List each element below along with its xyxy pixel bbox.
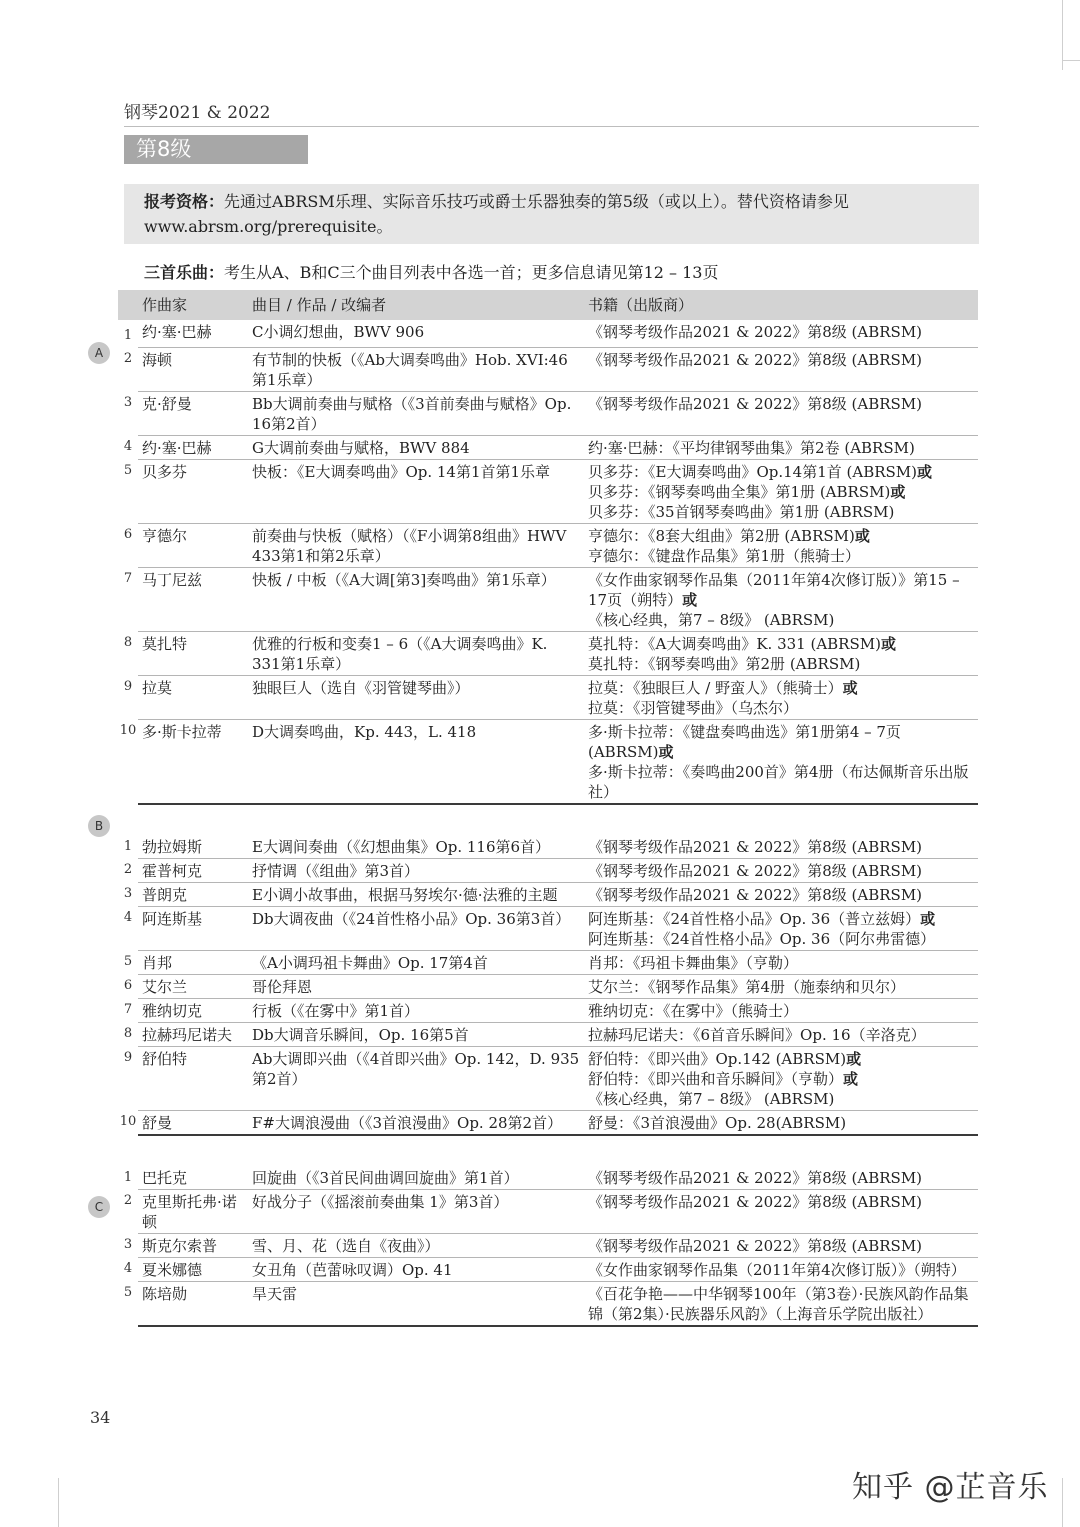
piece-cell: 好战分子（《摇滚前奏曲集 1》第3首） xyxy=(248,1189,584,1233)
table-row xyxy=(118,1110,978,1135)
composer-cell: 夏米娜德 xyxy=(138,1257,248,1281)
table-row xyxy=(118,998,978,1022)
or-connector: 或 xyxy=(682,590,698,609)
book-cell xyxy=(584,950,978,974)
row-number: 2 xyxy=(123,862,133,877)
book-entry xyxy=(588,322,974,342)
piece-cell: Db大调夜曲（《24首性格小品》Op. 36第3首） xyxy=(248,906,584,950)
book-title: 《钢琴考级作品2021 & 2022》第8级 (ABRSM) xyxy=(588,323,923,341)
piece-cell: 有节制的快板（《Ab大调奏鸣曲》Hob. XVI:46第1乐章） xyxy=(248,347,584,391)
book-cell xyxy=(584,882,978,906)
piece-cell: 优雅的行板和变奏1 – 6（《A大调奏鸣曲》K. 331第1乐章） xyxy=(248,631,584,675)
piece-cell: 女丑角（芭蕾咏叹调）Op. 41 xyxy=(248,1257,584,1281)
book-entry xyxy=(588,762,974,802)
book-title: 艾尔兰：《钢琴作品集》第4册（施泰纳和贝尔） xyxy=(588,977,906,996)
book-entry xyxy=(588,1168,974,1188)
list-gap xyxy=(118,804,978,831)
row-number: 6 xyxy=(123,527,133,542)
book-entry xyxy=(588,1260,974,1280)
book-entry xyxy=(588,909,974,929)
header-rule xyxy=(124,126,979,127)
table-row xyxy=(118,1281,978,1326)
page-edge-bottom-right xyxy=(1062,1478,1063,1527)
book-entry xyxy=(588,1025,974,1045)
book-title: 《钢琴考级作品2021 & 2022》第8级 (ABRSM) xyxy=(588,861,923,880)
three-pieces-intro xyxy=(144,262,718,284)
book-cell xyxy=(584,1110,978,1135)
table-row xyxy=(118,567,978,631)
book-cell xyxy=(584,675,978,719)
piece-cell: G大调前奏曲与赋格，BWV 884 xyxy=(248,435,584,459)
book-title: 《百花争艳——中华钢琴100年（第3卷）·民族风韵作品集锦（第2集）·民族器乐风韵》（上海音乐学院出版社） xyxy=(588,1284,969,1323)
piece-cell: 旱天雷 xyxy=(248,1281,584,1326)
book-entry xyxy=(588,929,974,949)
book-entry xyxy=(588,1284,974,1324)
list-c-badge: C xyxy=(88,1196,110,1218)
book-title: 雅纳切克：《在雾中》（熊骑士） xyxy=(588,1001,799,1020)
row-number: 5 xyxy=(123,1285,133,1300)
book-cell xyxy=(584,1162,978,1190)
table-row xyxy=(118,719,978,804)
book-title: 拉莫：《羽管键琴曲》（乌杰尔） xyxy=(588,698,799,717)
book-entry xyxy=(588,678,974,698)
piece-cell: 行板（《在雾中》第1首） xyxy=(248,998,584,1022)
page-edge-mark xyxy=(1062,60,1080,61)
row-number: 10 xyxy=(119,1114,137,1129)
page-number: 34 xyxy=(90,1408,111,1427)
prerequisite-label: 报考资格： xyxy=(144,192,225,211)
book-title: 贝多芬：《35首钢琴奏鸣曲》第1册 (ABRSM) xyxy=(588,502,895,521)
page-edge-bottom xyxy=(58,1478,59,1527)
row-number: 1 xyxy=(123,1169,133,1185)
header-piece: 曲目 / 作品 / 改编者 xyxy=(248,290,584,320)
or-connector: 或 xyxy=(890,482,906,501)
piece-cell: 雪、月、花（选自《夜曲》） xyxy=(248,1233,584,1257)
book-cell xyxy=(584,719,978,804)
running-header: 钢琴2021 & 2022 xyxy=(124,103,271,123)
piece-cell: 独眼巨人（选自《羽管键琴曲》） xyxy=(248,675,584,719)
book-cell xyxy=(584,831,978,859)
table-row xyxy=(118,459,978,523)
book-title: 肖邦：《玛祖卡舞曲集》（亨勒） xyxy=(588,953,799,972)
book-title: 舒伯特：《即兴曲》Op.142 (ABRSM) xyxy=(588,1049,847,1068)
book-cell xyxy=(584,435,978,459)
book-cell xyxy=(584,1022,978,1046)
row-number: 7 xyxy=(123,1002,133,1017)
or-connector: 或 xyxy=(658,742,674,761)
table-row xyxy=(118,391,978,435)
book-title: 《女作曲家钢琴作品集（2011年第4次修订版）》（朔特） xyxy=(588,1260,966,1279)
table-row xyxy=(118,1257,978,1281)
book-entry xyxy=(588,837,974,857)
composer-cell: 约·塞·巴赫 xyxy=(138,320,248,347)
row-number: 1 xyxy=(123,838,133,854)
row-number: 5 xyxy=(123,954,133,969)
table-row xyxy=(118,882,978,906)
composer-cell: 雅纳切克 xyxy=(138,998,248,1022)
composer-cell: 霍普柯克 xyxy=(138,858,248,882)
row-number: 10 xyxy=(119,723,137,738)
book-title: 《钢琴考级作品2021 & 2022》第8级 (ABRSM) xyxy=(588,394,923,413)
book-title: 亨德尔：《键盘作品集》第1册（熊骑士） xyxy=(588,546,861,565)
row-number: 4 xyxy=(123,439,133,454)
row-number: 7 xyxy=(123,571,133,586)
book-entry xyxy=(588,350,974,370)
book-title: 贝多芬：《E大调奏鸣曲》Op.14第1首 (ABRSM) xyxy=(588,462,918,481)
composer-cell: 克里斯托弗·诺顿 xyxy=(138,1189,248,1233)
book-title: 舒曼：《3首浪漫曲》Op. 28(ABRSM) xyxy=(588,1113,847,1132)
book-cell xyxy=(584,974,978,998)
row-number: 6 xyxy=(123,978,133,993)
book-title: 《钢琴考级作品2021 & 2022》第8级 (ABRSM) xyxy=(588,837,923,856)
composer-cell: 舒曼 xyxy=(138,1110,248,1135)
table-row xyxy=(118,1162,978,1190)
book-entry xyxy=(588,1236,974,1256)
book-entry xyxy=(588,861,974,881)
book-entry xyxy=(588,570,974,610)
book-cell xyxy=(584,1281,978,1326)
piece-cell: D大调奏鸣曲，Kp. 443，L. 418 xyxy=(248,719,584,804)
piece-cell: 抒情调（《组曲》第3首） xyxy=(248,858,584,882)
book-cell xyxy=(584,347,978,391)
book-title: 阿连斯基：《24首性格小品》Op. 36（普立兹姆） xyxy=(588,909,921,928)
table-row xyxy=(118,950,978,974)
book-title: 《钢琴考级作品2021 & 2022》第8级 (ABRSM) xyxy=(588,350,923,369)
composer-cell: 阿连斯基 xyxy=(138,906,248,950)
table-row xyxy=(118,858,978,882)
composer-cell: 海顿 xyxy=(138,347,248,391)
or-connector: 或 xyxy=(846,1049,862,1068)
book-entry xyxy=(588,722,974,762)
table-header-row xyxy=(118,290,978,320)
book-entry xyxy=(588,885,974,905)
or-connector: 或 xyxy=(917,462,933,481)
book-entry xyxy=(588,502,974,522)
row-number: 2 xyxy=(123,351,133,366)
book-entry xyxy=(588,1089,974,1109)
piece-cell: E小调小故事曲，根据马努埃尔·德·法雅的主题 xyxy=(248,882,584,906)
prerequisite-link: www.abrsm.org/prerequisite。 xyxy=(144,217,393,236)
composer-cell: 勃拉姆斯 xyxy=(138,831,248,859)
book-entry xyxy=(588,698,974,718)
piece-cell: Ab大调即兴曲（《4首即兴曲》Op. 142，D. 935第2首） xyxy=(248,1046,584,1110)
book-title: 约·塞·巴赫：《平均律钢琴曲集》第2卷 (ABRSM) xyxy=(588,438,915,457)
book-entry xyxy=(588,1049,974,1069)
book-cell xyxy=(584,567,978,631)
book-entry xyxy=(588,482,974,502)
book-title: 舒伯特：《即兴曲和音乐瞬间》（亨勒） xyxy=(588,1069,844,1088)
book-entry xyxy=(588,462,974,482)
book-title: 贝多芬：《钢琴奏鸣曲全集》第1册 (ABRSM) xyxy=(588,482,891,501)
book-title: 莫扎特：《钢琴奏鸣曲》第2册 (ABRSM) xyxy=(588,654,861,673)
book-cell xyxy=(584,998,978,1022)
book-title: 多·斯卡拉蒂：《键盘奏鸣曲选》第1册第4 – 7页 (ABRSM) xyxy=(588,722,901,761)
table-row xyxy=(118,435,978,459)
composer-cell: 艾尔兰 xyxy=(138,974,248,998)
book-entry xyxy=(588,634,974,654)
book-cell xyxy=(584,906,978,950)
row-number: 4 xyxy=(123,910,133,925)
table-row xyxy=(118,1189,978,1233)
table-row xyxy=(118,523,978,567)
book-title: 《钢琴考级作品2021 & 2022》第8级 (ABRSM) xyxy=(588,1236,923,1255)
piece-cell: Db大调音乐瞬间，Op. 16第5首 xyxy=(248,1022,584,1046)
composer-cell: 巴托克 xyxy=(138,1162,248,1190)
composer-cell: 拉赫玛尼诺夫 xyxy=(138,1022,248,1046)
composer-cell: 普朗克 xyxy=(138,882,248,906)
book-title: 《钢琴考级作品2021 & 2022》第8级 (ABRSM) xyxy=(588,885,923,904)
table-row xyxy=(118,831,978,859)
composer-cell: 莫扎特 xyxy=(138,631,248,675)
book-cell xyxy=(584,631,978,675)
book-entry xyxy=(588,977,974,997)
row-number: 3 xyxy=(123,886,133,901)
grade-heading: 第8级 xyxy=(124,135,308,164)
piece-cell: C小调幻想曲，BWV 906 xyxy=(248,320,584,347)
row-number: 8 xyxy=(123,635,133,650)
book-entry xyxy=(588,546,974,566)
book-title: 拉赫玛尼诺夫：《6首音乐瞬间》Op. 16（辛洛克） xyxy=(588,1025,926,1044)
table-row xyxy=(118,974,978,998)
row-number: 4 xyxy=(123,1261,133,1276)
row-number: 1 xyxy=(123,328,133,343)
piece-cell: 前奏曲与快板（赋格）（《F小调第8组曲》HWV 433第1和第2乐章） xyxy=(248,523,584,567)
book-entry xyxy=(588,1001,974,1021)
book-title: 亨德尔：《8套大组曲》第2册 (ABRSM) xyxy=(588,526,855,545)
composer-cell: 贝多芬 xyxy=(138,459,248,523)
book-entry xyxy=(588,394,974,414)
composer-cell: 陈培勋 xyxy=(138,1281,248,1326)
book-cell xyxy=(584,391,978,435)
repertoire-table xyxy=(118,290,978,1327)
composer-cell: 多·斯卡拉蒂 xyxy=(138,719,248,804)
book-title: 多·斯卡拉蒂：《奏鸣曲200首》第4册（布达佩斯音乐出版社） xyxy=(588,762,969,801)
table-row xyxy=(118,320,978,347)
book-entry xyxy=(588,1113,974,1133)
intro-text: 考生从A、B和C三个曲目列表中各选一首；更多信息请见第12 – 13页 xyxy=(224,263,719,282)
or-connector: 或 xyxy=(854,526,870,545)
book-cell xyxy=(584,1233,978,1257)
table-row xyxy=(118,1046,978,1110)
watermark: 知乎 @芷音乐 xyxy=(852,1470,1049,1505)
book-title: 《钢琴考级作品2021 & 2022》第8级 (ABRSM) xyxy=(588,1192,923,1211)
piece-cell: F#大调浪漫曲（《3首浪漫曲》Op. 28第2首） xyxy=(248,1110,584,1135)
prerequisite-text: 先通过ABRSM乐理、实际音乐技巧或爵士乐器独奏的第5级（或以上）。替代资格请参见 xyxy=(224,192,849,211)
composer-cell: 马丁尼兹 xyxy=(138,567,248,631)
book-title: 拉莫：《独眼巨人 / 野蛮人》（熊骑士） xyxy=(588,678,843,697)
book-entry xyxy=(588,953,974,973)
table-row xyxy=(118,1022,978,1046)
list-a-badge: A xyxy=(88,342,110,364)
book-title: 莫扎特：《A大调奏鸣曲》K. 331 (ABRSM) xyxy=(588,634,881,653)
or-connector: 或 xyxy=(920,909,936,928)
row-number: 3 xyxy=(123,1237,133,1252)
table-row xyxy=(118,906,978,950)
book-title: 《钢琴考级作品2021 & 2022》第8级 (ABRSM) xyxy=(588,1168,923,1187)
book-entry xyxy=(588,610,974,630)
piece-cell: 快板 / 中板（《A大调[第3]奏鸣曲》第1乐章） xyxy=(248,567,584,631)
or-connector: 或 xyxy=(842,678,858,697)
or-connector: 或 xyxy=(880,634,896,653)
book-cell xyxy=(584,1257,978,1281)
row-number: 2 xyxy=(123,1193,133,1208)
row-number: 5 xyxy=(123,463,133,478)
book-entry xyxy=(588,1192,974,1212)
book-cell xyxy=(584,1189,978,1233)
composer-cell: 克·舒曼 xyxy=(138,391,248,435)
piece-cell: E大调间奏曲（《幻想曲集》Op. 116第6首） xyxy=(248,831,584,859)
book-entry xyxy=(588,1069,974,1089)
table-row xyxy=(118,631,978,675)
header-book: 书籍（出版商） xyxy=(584,290,978,320)
book-cell xyxy=(584,459,978,523)
header-num xyxy=(118,290,138,320)
book-cell xyxy=(584,1046,978,1110)
table-row xyxy=(118,347,978,391)
row-number: 8 xyxy=(123,1026,133,1041)
composer-cell: 约·塞·巴赫 xyxy=(138,435,248,459)
table-row xyxy=(118,1233,978,1257)
book-cell xyxy=(584,523,978,567)
composer-cell: 拉莫 xyxy=(138,675,248,719)
book-title: 《女作曲家钢琴作品集（2011年第4次修订版）》第15 – 17页（朔特） xyxy=(588,570,960,609)
table-row xyxy=(118,675,978,719)
composer-cell: 斯克尔索普 xyxy=(138,1233,248,1257)
book-entry xyxy=(588,438,974,458)
book-entry xyxy=(588,526,974,546)
list-gap xyxy=(118,1135,978,1162)
piece-cell: 回旋曲（《3首民间曲调回旋曲》第1首） xyxy=(248,1162,584,1190)
or-connector: 或 xyxy=(843,1069,859,1088)
intro-label: 三首乐曲： xyxy=(144,263,225,282)
row-number: 3 xyxy=(123,395,133,410)
piece-cell: 快板：《E大调奏鸣曲》Op. 14第1首第1乐章 xyxy=(248,459,584,523)
composer-cell: 亨德尔 xyxy=(138,523,248,567)
list-b-badge: B xyxy=(88,815,110,837)
prerequisite-box xyxy=(124,184,979,244)
piece-cell: Bb大调前奏曲与赋格（《3首前奏曲与赋格》Op. 16第2首） xyxy=(248,391,584,435)
piece-cell: 《A小调玛祖卡舞曲》Op. 17第4首 xyxy=(248,950,584,974)
row-number: 9 xyxy=(123,1050,133,1065)
piece-cell: 哥伦拜恩 xyxy=(248,974,584,998)
book-cell xyxy=(584,320,978,347)
header-composer: 作曲家 xyxy=(138,290,248,320)
composer-cell: 肖邦 xyxy=(138,950,248,974)
book-cell xyxy=(584,858,978,882)
book-title: 《核心经典，第7 – 8级》 (ABRSM) xyxy=(588,1089,835,1108)
book-title: 《核心经典，第7 – 8级》 (ABRSM) xyxy=(588,610,835,629)
book-title: 阿连斯基：《24首性格小品》Op. 36（阿尔弗雷德） xyxy=(588,929,936,948)
composer-cell: 舒伯特 xyxy=(138,1046,248,1110)
row-number: 9 xyxy=(123,679,133,694)
book-entry xyxy=(588,654,974,674)
